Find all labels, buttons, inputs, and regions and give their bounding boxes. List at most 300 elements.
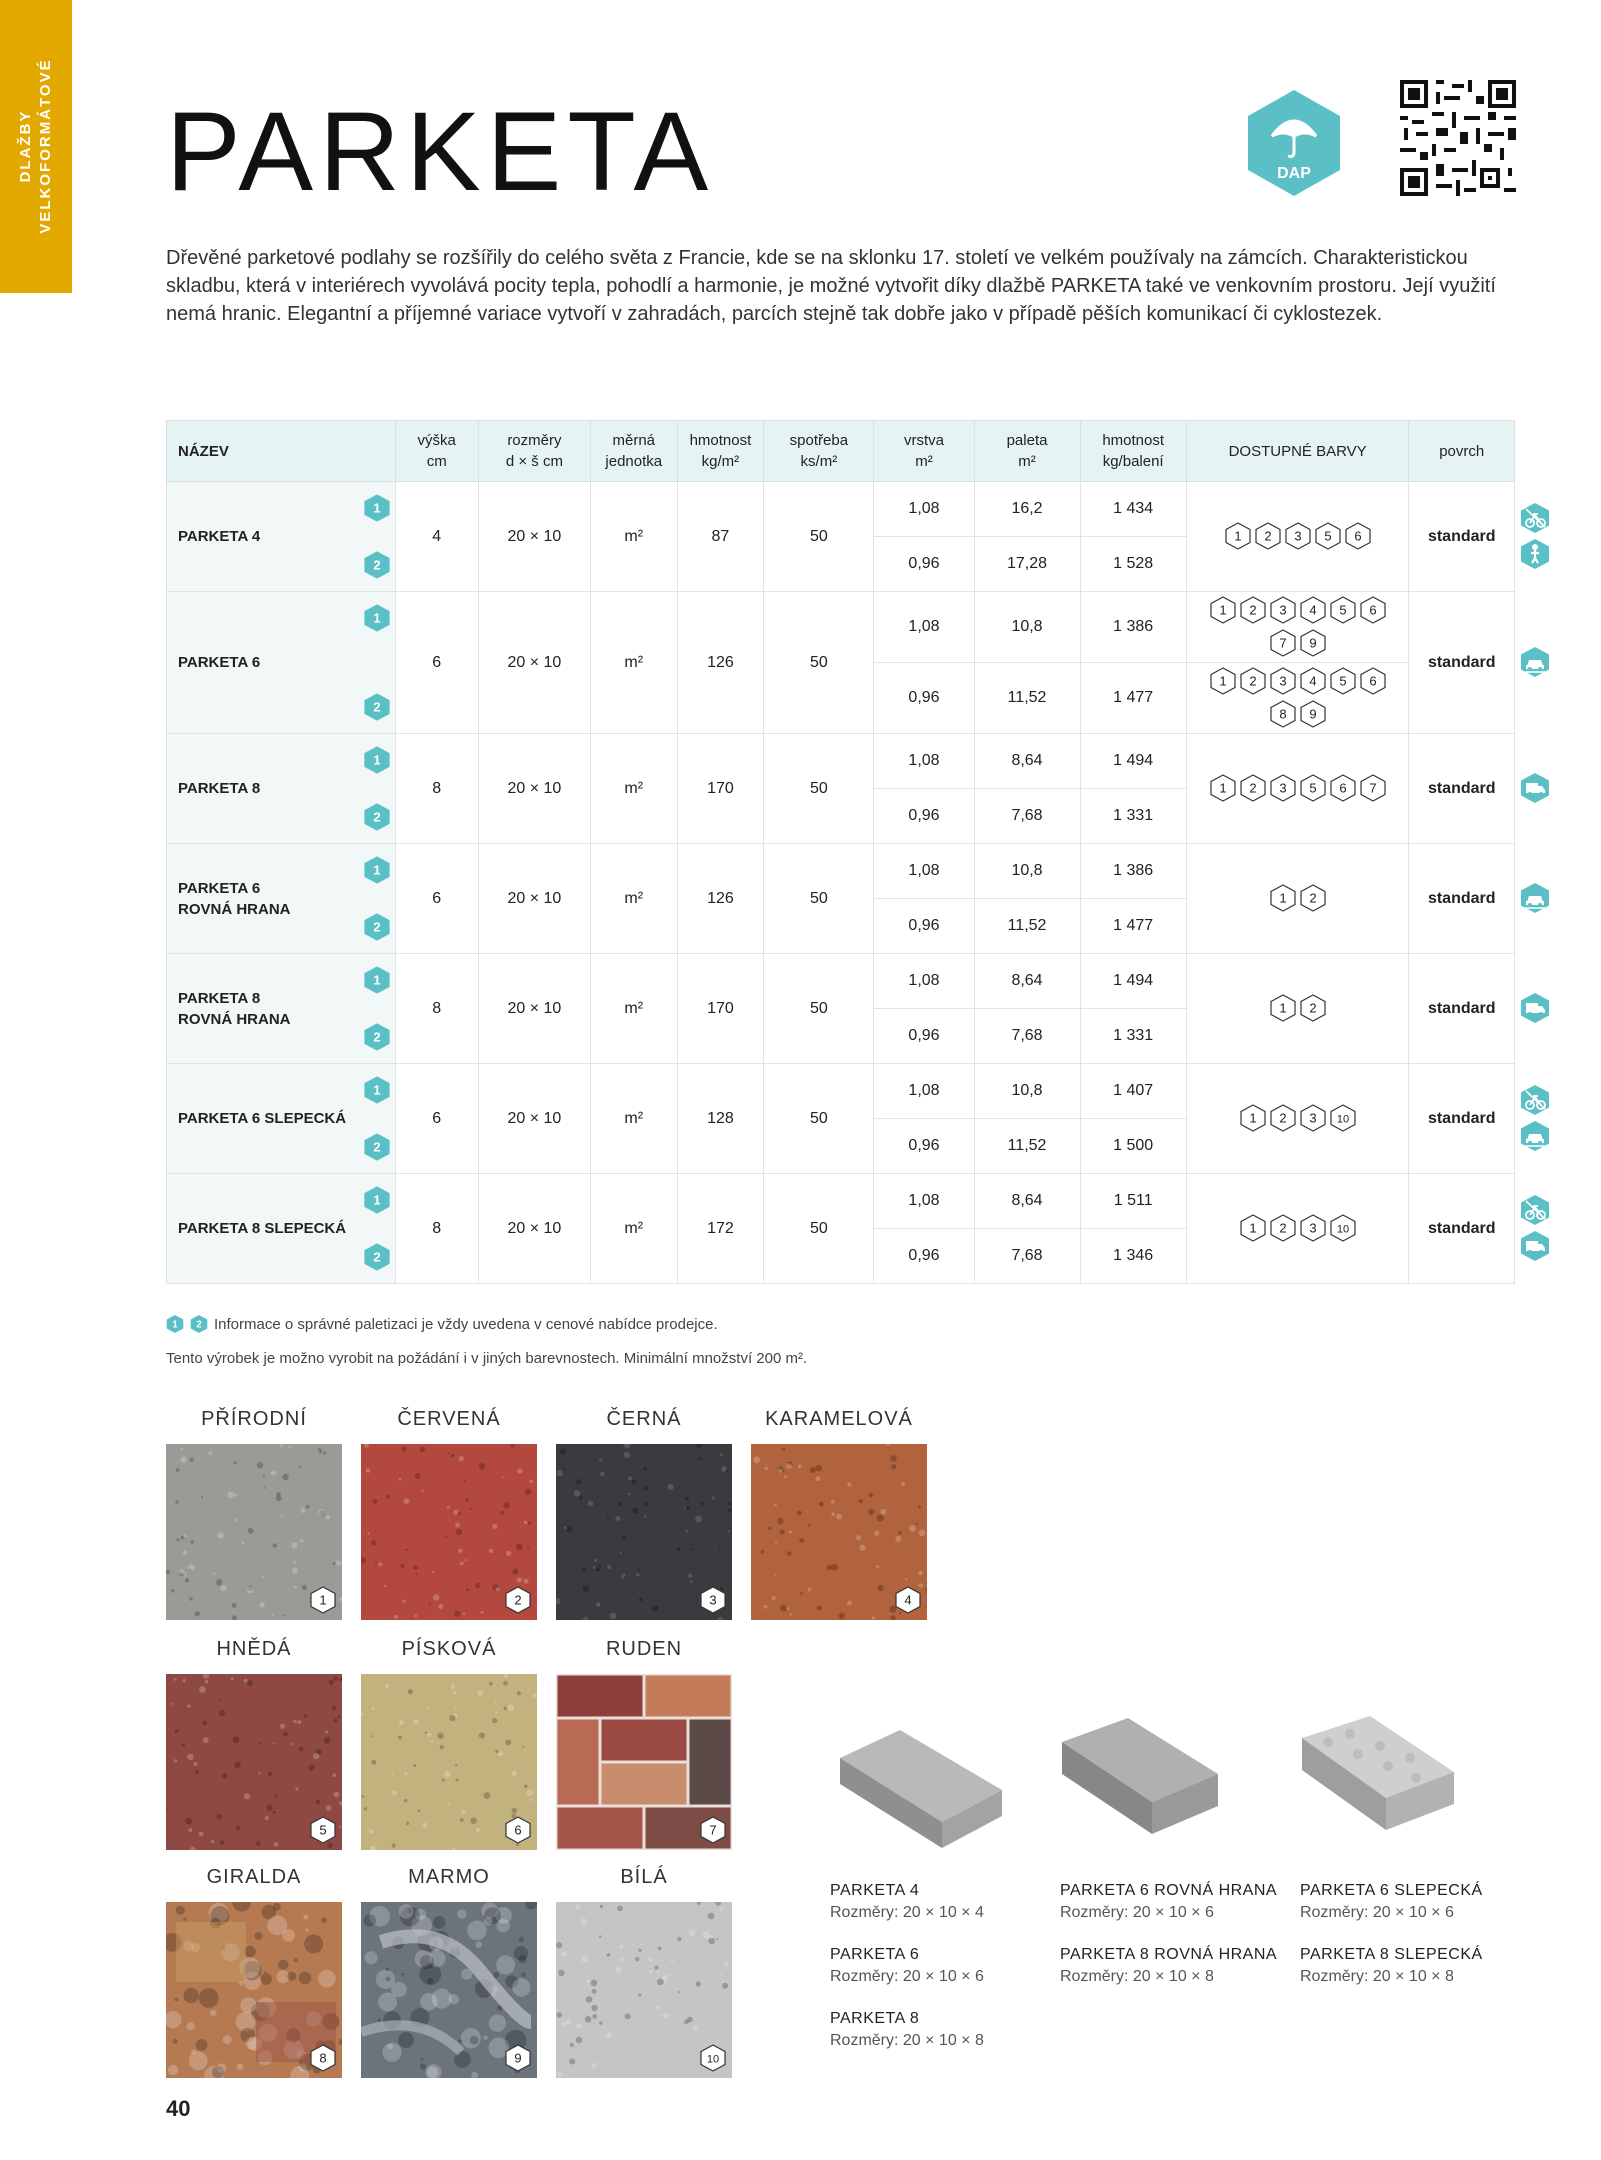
header-pallet: paleta m² — [974, 421, 1080, 482]
colors-cell — [1186, 592, 1409, 663]
color-swatch-7 — [556, 1674, 732, 1850]
header-pack-weight: hmotnost kg/balení — [1080, 421, 1186, 482]
dims-cell: 20 × 10 — [478, 482, 590, 592]
bike-usage-icon — [1520, 1194, 1550, 1226]
product-name: PARKETA 6 ROVNÁ HRANA 1 2 — [167, 844, 396, 954]
swatch-label: KARAMELOVÁ — [765, 1408, 913, 1430]
color-swatch-1 — [166, 1444, 342, 1620]
height-cell: 8 — [395, 734, 478, 844]
swatch-number-icon — [310, 1586, 336, 1614]
color-chip-2 — [1255, 522, 1281, 551]
svg-text:5: 5 — [1309, 780, 1317, 796]
color-chip-2 — [1270, 1104, 1296, 1133]
table-row — [167, 1064, 1515, 1119]
weight-cell: 126 — [677, 844, 764, 954]
pack-weight-cell: 1 346 — [1080, 1229, 1186, 1284]
pack-weight-cell: 1 477 — [1080, 899, 1186, 954]
pallet-cell: 7,68 — [974, 1229, 1080, 1284]
weight-cell: 170 — [677, 954, 764, 1064]
height-cell: 8 — [395, 1174, 478, 1284]
product-info-dims: Rozměry: 20 × 10 × 6 — [1060, 1904, 1214, 1921]
color-chip-1 — [1240, 1104, 1266, 1133]
pallet-variant-1-icon — [364, 494, 390, 522]
pack-weight-cell: 1 494 — [1080, 954, 1186, 1009]
pallet-cell: 7,68 — [974, 789, 1080, 844]
svg-text:2: 2 — [1279, 1110, 1287, 1126]
svg-text:8: 8 — [1279, 706, 1287, 722]
weight-cell: 126 — [677, 592, 764, 734]
height-cell: 6 — [395, 592, 478, 734]
product-info-name: PARKETA 8 — [830, 2010, 920, 2027]
surface-cell: standard — [1409, 592, 1515, 734]
layer-cell: 0,96 — [874, 789, 974, 844]
svg-text:8: 8 — [319, 2050, 327, 2066]
svg-text:1: 1 — [372, 862, 381, 878]
swatch-number-icon — [505, 2044, 531, 2072]
pack-weight-cell: 1 386 — [1080, 592, 1186, 663]
svg-text:1: 1 — [1219, 673, 1227, 689]
svg-text:1: 1 — [1219, 602, 1227, 618]
color-chip-1 — [1210, 596, 1236, 625]
pallet-cell: 10,8 — [974, 1064, 1080, 1119]
color-chip-5 — [1315, 522, 1341, 551]
color-swatch-5 — [166, 1674, 342, 1850]
intro-text: Dřevěné parketové podlahy se rozšířily do celého světa z Francie, kde se na sklonku 17. století ve velkém používaly na zámcích. Charakteristickou skladbu, která v interiérech vyvolává pocity tepla, pohodlí a harmonie, je možné vytvořit díky dlažbě PARKETA také ve venkovním prostoru. Její využití nemá hranic. Elegantní a příjemné variace vytvoří v zahradách, parcích stejně tak dobře jako v případě pěších komunikací či cyklostezek. — [166, 247, 1496, 325]
product-name: PARKETA 8 SLEPECKÁ 1 2 — [167, 1174, 396, 1284]
pallet-variant-1-icon — [364, 966, 390, 994]
svg-text:10: 10 — [1336, 1113, 1349, 1126]
pack-weight-cell: 1 528 — [1080, 537, 1186, 592]
svg-text:9: 9 — [1309, 706, 1317, 722]
swatch-label: MARMO — [408, 1866, 490, 1888]
consumption-cell: 50 — [764, 482, 874, 592]
swatch-number-icon — [700, 1586, 726, 1614]
weight-cell: 128 — [677, 1064, 764, 1174]
layer-cell: 1,08 — [874, 954, 974, 1009]
color-chip-3 — [1285, 522, 1311, 551]
pallet-variant-1-icon — [364, 1076, 390, 1104]
pallet-cell: 11,52 — [974, 663, 1080, 734]
height-cell: 4 — [395, 482, 478, 592]
product-info-dims: Rozměry: 20 × 10 × 4 — [830, 1904, 984, 1921]
pack-weight-cell: 1 331 — [1080, 789, 1186, 844]
product-info-name: PARKETA 4 — [830, 1882, 920, 1899]
bike-usage-icon — [1520, 502, 1550, 534]
svg-text:2: 2 — [1249, 602, 1257, 618]
swatch-number-icon — [895, 1586, 921, 1614]
svg-text:9: 9 — [1309, 635, 1317, 651]
weight-cell: 87 — [677, 482, 764, 592]
pallet-cell: 16,2 — [974, 482, 1080, 537]
surface-cell: standard — [1409, 482, 1515, 592]
category-tab — [0, 0, 72, 293]
page-title: PARKETA — [166, 89, 715, 214]
swatch-number-icon — [505, 1816, 531, 1844]
color-chip-6 — [1345, 522, 1371, 551]
color-chip-5 — [1330, 667, 1356, 696]
svg-text:1: 1 — [1219, 780, 1227, 796]
unit-cell: m² — [590, 1174, 677, 1284]
pallet-variant-1-icon — [364, 856, 390, 884]
layer-cell: 0,96 — [874, 899, 974, 954]
dims-cell: 20 × 10 — [478, 844, 590, 954]
color-chip-1 — [1270, 884, 1296, 913]
truck-usage-icon — [1520, 992, 1550, 1024]
pallet-cell: 7,68 — [974, 1009, 1080, 1064]
swatch-label: ČERNÁ — [606, 1408, 682, 1430]
pallet-cell: 10,8 — [974, 592, 1080, 663]
color-chip-2 — [1300, 884, 1326, 913]
svg-text:4: 4 — [1309, 673, 1317, 689]
paver-image-straight-edge — [1050, 1708, 1230, 1848]
color-swatch-9 — [361, 1902, 537, 2078]
color-chip-5 — [1300, 774, 1326, 803]
color-swatch-2 — [361, 1444, 537, 1620]
table-row — [167, 734, 1515, 789]
swatch-label: PÍSKOVÁ — [401, 1638, 497, 1660]
pedestrian-usage-icon — [1520, 538, 1550, 570]
paver-image-tactile — [1288, 1708, 1468, 1848]
svg-text:2: 2 — [1309, 1000, 1317, 1016]
surface-cell: standard — [1409, 844, 1515, 954]
color-chip-3 — [1300, 1214, 1326, 1243]
layer-cell: 1,08 — [874, 482, 974, 537]
dims-cell: 20 × 10 — [478, 734, 590, 844]
svg-text:6: 6 — [1369, 602, 1377, 618]
color-chip-2 — [1240, 667, 1266, 696]
car-usage-icon — [1520, 646, 1550, 678]
product-info — [1060, 1944, 1277, 1988]
color-swatch-6 — [361, 1674, 537, 1850]
table-header-row — [167, 421, 1515, 482]
color-swatch-10 — [556, 1902, 732, 2078]
color-chip-2 — [1240, 774, 1266, 803]
colors-cell — [1186, 954, 1409, 1064]
svg-text:1: 1 — [1234, 528, 1242, 544]
svg-text:2: 2 — [514, 1592, 522, 1608]
pallet-cell: 11,52 — [974, 1119, 1080, 1174]
pallet-cell: 8,64 — [974, 1174, 1080, 1229]
color-chip-3 — [1270, 596, 1296, 625]
svg-text:2: 2 — [1279, 1220, 1287, 1236]
swatch-label: ČERVENÁ — [397, 1408, 501, 1430]
svg-text:3: 3 — [1279, 602, 1287, 618]
consumption-cell: 50 — [764, 592, 874, 734]
product-info — [1300, 1880, 1483, 1924]
svg-text:1: 1 — [319, 1592, 327, 1608]
svg-text:2: 2 — [1264, 528, 1272, 544]
product-info — [830, 1880, 984, 1924]
swatch-label: HNĚDÁ — [216, 1638, 292, 1660]
pallet-cell: 8,64 — [974, 734, 1080, 789]
color-chip-1 — [1210, 667, 1236, 696]
svg-text:1: 1 — [372, 1192, 381, 1208]
svg-text:3: 3 — [1309, 1220, 1317, 1236]
pack-weight-cell: 1 386 — [1080, 844, 1186, 899]
header-layer: vrstva m² — [874, 421, 974, 482]
color-chip-6 — [1360, 667, 1386, 696]
svg-text:2: 2 — [372, 1139, 381, 1155]
colors-cell — [1186, 1174, 1409, 1284]
pallet-variant-2-icon — [364, 1023, 390, 1051]
header-consumption: spotřeba ks/m² — [764, 421, 874, 482]
product-name: PARKETA 8 1 2 — [167, 734, 396, 844]
pallet-cell: 17,28 — [974, 537, 1080, 592]
pallet-mark-2-icon — [190, 1314, 208, 1334]
unit-cell: m² — [590, 482, 677, 592]
svg-text:1: 1 — [1279, 1000, 1287, 1016]
color-chip-7 — [1360, 774, 1386, 803]
svg-text:5: 5 — [1339, 673, 1347, 689]
color-chip-4 — [1300, 667, 1326, 696]
svg-text:10: 10 — [706, 2053, 720, 2066]
layer-cell: 0,96 — [874, 663, 974, 734]
svg-text:2: 2 — [1249, 780, 1257, 796]
swatch-label: PŘÍRODNÍ — [201, 1408, 307, 1430]
dims-cell: 20 × 10 — [478, 954, 590, 1064]
svg-text:7: 7 — [1369, 780, 1377, 796]
product-info-dims: Rozměry: 20 × 10 × 8 — [830, 2032, 984, 2049]
color-chip-6 — [1330, 774, 1356, 803]
svg-text:10: 10 — [1336, 1223, 1349, 1236]
spec-table — [166, 420, 1515, 1284]
svg-text:1: 1 — [1279, 890, 1287, 906]
height-cell: 8 — [395, 954, 478, 1064]
consumption-cell: 50 — [764, 954, 874, 1064]
layer-cell: 1,08 — [874, 734, 974, 789]
table-row — [167, 482, 1515, 537]
height-cell: 6 — [395, 844, 478, 954]
pallet-cell: 11,52 — [974, 899, 1080, 954]
layer-cell: 0,96 — [874, 537, 974, 592]
swatch-number-icon — [700, 1816, 726, 1844]
surface-cell: standard — [1409, 734, 1515, 844]
color-chip-1 — [1210, 774, 1236, 803]
dap-badge — [1244, 88, 1344, 198]
height-cell: 6 — [395, 1064, 478, 1174]
dims-cell: 20 × 10 — [478, 1174, 590, 1284]
product-info-name: PARKETA 8 SLEPECKÁ — [1300, 1946, 1483, 1963]
category-line2: VELKOFORMÁTOVÉ — [37, 58, 54, 234]
svg-text:6: 6 — [514, 1822, 522, 1838]
qr-code[interactable] — [1400, 80, 1516, 196]
category-line1: DLAŽBY — [17, 109, 34, 183]
pack-weight-cell: 1 434 — [1080, 482, 1186, 537]
swatch-label: RUDEN — [605, 1638, 683, 1660]
product-info-dims: Rozměry: 20 × 10 × 8 — [1300, 1968, 1454, 1985]
product-info — [1060, 1880, 1277, 1924]
pallet-note-text: Informace o správné paletizaci je vždy uvedena v cenové nabídce prodejce. — [214, 1315, 718, 1333]
unit-cell: m² — [590, 954, 677, 1064]
consumption-cell: 50 — [764, 734, 874, 844]
color-chip-3 — [1270, 774, 1296, 803]
header-dims: rozměry d × š cm — [478, 421, 590, 482]
svg-text:1: 1 — [172, 1319, 178, 1331]
color-swatch-3 — [556, 1444, 732, 1620]
pallet-variant-2-icon — [364, 1243, 390, 1271]
layer-cell: 1,08 — [874, 1174, 974, 1229]
custom-colors-note: Tento výrobek je možno vyrobit na požádání i v jiných barevnostech. Minimální množství 200 m². — [166, 1350, 808, 1367]
colors-cell — [1186, 663, 1409, 734]
color-chip-1 — [1240, 1214, 1266, 1243]
colors-cell — [1186, 1064, 1409, 1174]
color-chip-9 — [1300, 700, 1326, 729]
page-number: 40 — [166, 2096, 191, 2121]
svg-text:6: 6 — [1354, 528, 1362, 544]
layer-cell: 0,96 — [874, 1229, 974, 1284]
surface-cell: standard — [1409, 954, 1515, 1064]
header-weight: hmotnost kg/m² — [677, 421, 764, 482]
unit-cell: m² — [590, 1064, 677, 1174]
svg-text:5: 5 — [1324, 528, 1332, 544]
car-usage-icon — [1520, 882, 1550, 914]
color-swatch-4 — [751, 1444, 927, 1620]
svg-text:6: 6 — [1369, 673, 1377, 689]
consumption-cell: 50 — [764, 1174, 874, 1284]
pallet-variant-2-icon — [364, 551, 390, 579]
svg-text:2: 2 — [1309, 890, 1317, 906]
pallet-variant-2-icon — [364, 1133, 390, 1161]
header-unit: měrná jednotka — [590, 421, 677, 482]
color-chip-8 — [1270, 700, 1296, 729]
svg-text:3: 3 — [1279, 673, 1287, 689]
layer-cell: 1,08 — [874, 592, 974, 663]
color-chip-10 — [1330, 1214, 1356, 1243]
product-info-dims: Rozměry: 20 × 10 × 6 — [830, 1968, 984, 1985]
svg-text:2: 2 — [372, 557, 381, 573]
svg-text:1: 1 — [372, 1082, 381, 1098]
pack-weight-cell: 1 331 — [1080, 1009, 1186, 1064]
product-info — [830, 1944, 984, 1988]
swatch-number-icon — [310, 2044, 336, 2072]
svg-text:6: 6 — [1339, 780, 1347, 796]
bike-usage-icon — [1520, 1084, 1550, 1116]
table-row — [167, 592, 1515, 663]
table-row — [167, 1174, 1515, 1229]
pallet-note — [166, 1314, 718, 1334]
header-name: NÁZEV — [167, 421, 396, 482]
product-info-name: PARKETA 6 — [830, 1946, 920, 1963]
weight-cell: 170 — [677, 734, 764, 844]
pallet-variant-1-icon — [364, 604, 390, 632]
header-colors: DOSTUPNÉ BARVY — [1186, 421, 1409, 482]
pallet-variant-2-icon — [364, 693, 390, 721]
color-chip-3 — [1270, 667, 1296, 696]
svg-text:5: 5 — [319, 1822, 327, 1838]
pallet-mark-1-icon — [166, 1314, 184, 1334]
svg-text:9: 9 — [514, 2050, 522, 2066]
product-info — [830, 2008, 984, 2052]
product-info-dims: Rozměry: 20 × 10 × 8 — [1060, 1968, 1214, 1985]
svg-text:1: 1 — [372, 972, 381, 988]
colors-cell — [1186, 844, 1409, 954]
svg-text:7: 7 — [1279, 635, 1287, 651]
unit-cell: m² — [590, 734, 677, 844]
swatch-number-icon — [310, 1816, 336, 1844]
layer-cell: 0,96 — [874, 1119, 974, 1174]
color-chip-2 — [1240, 596, 1266, 625]
color-chip-9 — [1300, 629, 1326, 658]
paver-image-standard — [830, 1718, 1010, 1858]
pallet-cell: 8,64 — [974, 954, 1080, 1009]
color-chip-5 — [1330, 596, 1356, 625]
pallet-variant-1-icon — [364, 1186, 390, 1214]
color-chip-1 — [1270, 994, 1296, 1023]
color-swatch-8 — [166, 1902, 342, 2078]
colors-cell — [1186, 482, 1409, 592]
svg-text:3: 3 — [709, 1592, 717, 1608]
dims-cell: 20 × 10 — [478, 592, 590, 734]
pack-weight-cell: 1 494 — [1080, 734, 1186, 789]
svg-text:5: 5 — [1339, 602, 1347, 618]
pallet-variant-2-icon — [364, 803, 390, 831]
svg-text:1: 1 — [372, 752, 381, 768]
color-chip-2 — [1270, 1214, 1296, 1243]
surface-cell: standard — [1409, 1064, 1515, 1174]
svg-text:1: 1 — [372, 610, 381, 626]
colors-cell — [1186, 734, 1409, 844]
svg-text:2: 2 — [1249, 673, 1257, 689]
svg-text:3: 3 — [1309, 1110, 1317, 1126]
svg-text:2: 2 — [372, 809, 381, 825]
product-name: PARKETA 6 SLEPECKÁ 1 2 — [167, 1064, 396, 1174]
product-info-name: PARKETA 8 ROVNÁ HRANA — [1060, 1946, 1278, 1963]
header-height: výška cm — [395, 421, 478, 482]
svg-text:7: 7 — [709, 1822, 717, 1838]
car-usage-icon — [1520, 1120, 1550, 1152]
svg-text:2: 2 — [372, 919, 381, 935]
consumption-cell: 50 — [764, 844, 874, 954]
color-chip-7 — [1270, 629, 1296, 658]
consumption-cell: 50 — [764, 1064, 874, 1174]
product-name: PARKETA 4 1 2 — [167, 482, 396, 592]
pallet-cell: 10,8 — [974, 844, 1080, 899]
unit-cell: m² — [590, 592, 677, 734]
pack-weight-cell: 1 407 — [1080, 1064, 1186, 1119]
truck-usage-icon — [1520, 772, 1550, 804]
color-chip-2 — [1300, 994, 1326, 1023]
swatch-label: BÍLÁ — [620, 1866, 668, 1888]
swatch-number-icon — [700, 2044, 726, 2072]
svg-text:1: 1 — [1249, 1110, 1257, 1126]
weight-cell: 172 — [677, 1174, 764, 1284]
svg-text:3: 3 — [1294, 528, 1302, 544]
pallet-variant-2-icon — [364, 913, 390, 941]
svg-text:3: 3 — [1279, 780, 1287, 796]
dims-cell: 20 × 10 — [478, 1064, 590, 1174]
truck-usage-icon — [1520, 1230, 1550, 1262]
svg-text:4: 4 — [904, 1592, 912, 1608]
svg-text:1: 1 — [372, 500, 381, 516]
svg-text:1: 1 — [1249, 1220, 1257, 1236]
product-info-name: PARKETA 6 SLEPECKÁ — [1300, 1882, 1483, 1899]
svg-text:2: 2 — [372, 1029, 381, 1045]
header-surface: povrch — [1409, 421, 1515, 482]
svg-text:2: 2 — [196, 1319, 202, 1331]
table-row — [167, 844, 1515, 899]
product-info-dims: Rozměry: 20 × 10 × 6 — [1300, 1904, 1454, 1921]
pallet-variant-1-icon — [364, 746, 390, 774]
table-row — [167, 954, 1515, 1009]
svg-text:2: 2 — [372, 1249, 381, 1265]
product-info — [1300, 1944, 1483, 1988]
product-name: PARKETA 8 ROVNÁ HRANA 1 2 — [167, 954, 396, 1064]
color-chip-4 — [1300, 596, 1326, 625]
surface-cell: standard — [1409, 1174, 1515, 1284]
pack-weight-cell: 1 511 — [1080, 1174, 1186, 1229]
pack-weight-cell: 1 500 — [1080, 1119, 1186, 1174]
product-info-name: PARKETA 6 ROVNÁ HRANA — [1060, 1882, 1278, 1899]
